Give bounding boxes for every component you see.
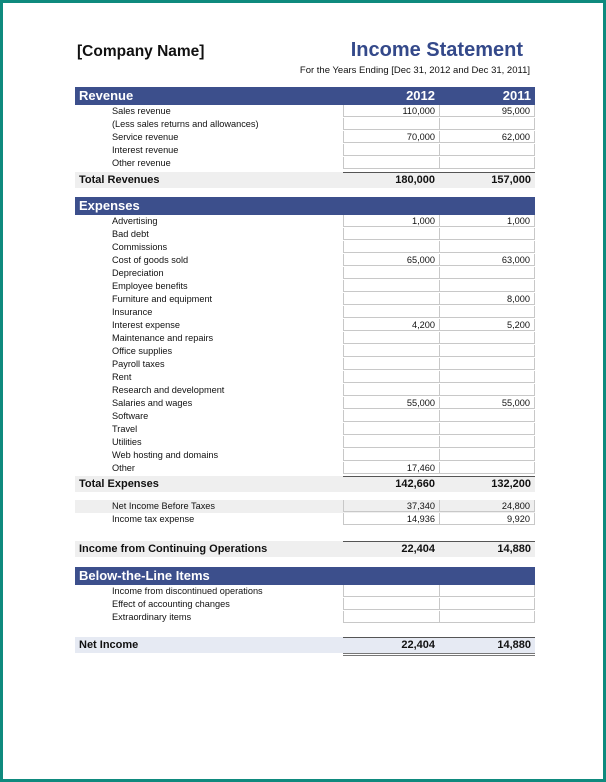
- line-item-row: [75, 513, 535, 526]
- line-item-row: [75, 215, 535, 228]
- value-2012-cell[interactable]: 65,000: [343, 254, 439, 266]
- line-item-label: Employee benefits: [112, 281, 188, 291]
- line-item-row: [75, 423, 535, 436]
- value-2011-cell[interactable]: 9,920: [439, 513, 535, 525]
- revenue-rows: [75, 105, 535, 170]
- value-2011-cell[interactable]: [439, 585, 535, 597]
- line-item-row: [75, 157, 535, 170]
- line-item-label: Net Income Before Taxes: [112, 501, 215, 511]
- continuing-ops-2011: 14,880: [497, 543, 531, 555]
- value-2011-cell[interactable]: 1,000: [439, 215, 535, 227]
- line-item-label: Maintenance and repairs: [112, 333, 214, 343]
- value-2012-cell[interactable]: [343, 423, 439, 435]
- tax-rows: [75, 500, 535, 526]
- line-item-row: [75, 319, 535, 332]
- line-item-row: [75, 105, 535, 118]
- line-item-label: Effect of accounting changes: [112, 599, 230, 609]
- statement-title: Income Statement: [350, 39, 523, 61]
- line-item-label: Web hosting and domains: [112, 450, 219, 460]
- total-revenues-2012: 180,000: [395, 174, 435, 186]
- value-2012-cell[interactable]: [343, 144, 439, 156]
- line-item-label: Travel: [112, 424, 138, 434]
- value-2012-cell[interactable]: [343, 345, 439, 357]
- section-title: Expenses: [79, 198, 140, 213]
- total-expenses-2012: 142,660: [395, 478, 435, 490]
- value-2012-cell[interactable]: [343, 280, 439, 292]
- line-item-label: Depreciation: [112, 268, 164, 278]
- value-2012-cell[interactable]: 17,460: [343, 462, 439, 474]
- line-item-label: Extraordinary items: [112, 612, 192, 622]
- line-item-row: [75, 462, 535, 475]
- value-2012-cell[interactable]: [343, 157, 439, 169]
- value-2011-cell[interactable]: [439, 157, 535, 169]
- net-income-section: [75, 637, 535, 653]
- line-item-row: [75, 332, 535, 345]
- value-2012-cell[interactable]: [343, 410, 439, 422]
- below-line-section: [75, 567, 535, 624]
- line-item-label: Other: [112, 463, 135, 473]
- expenses-section: [75, 197, 535, 492]
- value-2012-cell[interactable]: 1,000: [343, 215, 439, 227]
- line-item-row: [75, 345, 535, 358]
- line-item-label: Software: [112, 411, 149, 421]
- value-2011-cell[interactable]: [439, 611, 535, 623]
- line-item-row: [75, 384, 535, 397]
- value-2011-cell[interactable]: 63,000: [439, 254, 535, 266]
- line-item-label: Other revenue: [112, 158, 171, 168]
- value-2012-cell[interactable]: 70,000: [343, 131, 439, 143]
- value-2011-cell[interactable]: [439, 449, 535, 461]
- line-item-row: [75, 241, 535, 254]
- continuing-ops-label: Income from Continuing Operations: [79, 543, 268, 555]
- line-item-label: (Less sales returns and allowances): [112, 119, 259, 129]
- value-2011-cell[interactable]: [439, 436, 535, 448]
- line-item-label: Income from discontinued operations: [112, 586, 263, 596]
- value-2012-cell[interactable]: [343, 598, 439, 610]
- line-item-label: Advertising: [112, 216, 158, 226]
- line-item-row: [75, 371, 535, 384]
- line-item-row: [75, 585, 535, 598]
- line-item-label: Insurance: [112, 307, 153, 317]
- value-2012-cell[interactable]: [343, 241, 439, 253]
- below-line-rows: [75, 585, 535, 624]
- double-underline: [343, 653, 535, 656]
- line-item-label: Furniture and equipment: [112, 294, 213, 304]
- line-item-label: Interest expense: [112, 320, 180, 330]
- line-item-label: Bad debt: [112, 229, 149, 239]
- line-item-row: [75, 358, 535, 371]
- value-2011-cell[interactable]: [439, 410, 535, 422]
- line-item-row: [75, 306, 535, 319]
- revenue-header: [75, 87, 535, 105]
- value-2012-cell[interactable]: [343, 371, 439, 383]
- value-2012-cell[interactable]: [343, 384, 439, 396]
- value-2011-cell[interactable]: [439, 306, 535, 318]
- line-item-row: [75, 611, 535, 624]
- line-item-row: [75, 267, 535, 280]
- line-item-row: [75, 118, 535, 131]
- year-2012-header: 2012: [406, 88, 435, 103]
- value-2012-cell[interactable]: 110,000: [343, 105, 439, 117]
- total-revenues-label: Total Revenues: [79, 174, 160, 186]
- value-2011-cell[interactable]: [439, 280, 535, 292]
- value-2011-cell[interactable]: 55,000: [439, 397, 535, 409]
- value-2011-cell[interactable]: [439, 345, 535, 357]
- line-item-row: [75, 144, 535, 157]
- line-item-label: Cost of goods sold: [112, 255, 189, 265]
- value-2011-cell[interactable]: [439, 118, 535, 130]
- line-item-label: Rent: [112, 372, 132, 382]
- line-item-label: Service revenue: [112, 132, 179, 142]
- statement-subtitle: For the Years Ending [Dec 31, 2012 and Dec 31, 2011]: [299, 65, 530, 76]
- line-item-row: [75, 436, 535, 449]
- continuing-ops-2012: 22,404: [401, 543, 435, 555]
- value-2011-cell[interactable]: [439, 598, 535, 610]
- value-2012-cell[interactable]: 37,340: [343, 500, 439, 512]
- value-2012-cell[interactable]: [343, 358, 439, 370]
- value-2012-cell[interactable]: [343, 306, 439, 318]
- value-2011-cell[interactable]: [439, 358, 535, 370]
- expenses-header: [75, 197, 535, 215]
- value-2011-cell[interactable]: [439, 371, 535, 383]
- line-item-label: Utilities: [112, 437, 142, 447]
- line-item-label: Research and development: [112, 385, 225, 395]
- value-2011-cell[interactable]: [439, 267, 535, 279]
- value-2012-cell[interactable]: [343, 449, 439, 461]
- year-2011-header: 2011: [502, 88, 531, 103]
- value-2011-cell[interactable]: [439, 332, 535, 344]
- value-2012-cell[interactable]: [343, 267, 439, 279]
- continuing-ops-row: [75, 541, 535, 557]
- net-income-2012: 22,404: [401, 639, 435, 651]
- line-item-label: Interest revenue: [112, 145, 179, 155]
- value-2012-cell[interactable]: [343, 585, 439, 597]
- line-item-row: [75, 280, 535, 293]
- value-2011-cell[interactable]: 8,000: [439, 293, 535, 305]
- line-item-row: [75, 449, 535, 462]
- line-item-row: [75, 293, 535, 306]
- line-item-label: Commissions: [112, 242, 168, 252]
- line-item-row: [75, 598, 535, 611]
- line-item-label: Sales revenue: [112, 106, 171, 116]
- total-revenues-row: [75, 172, 535, 188]
- value-2012-cell[interactable]: [343, 228, 439, 240]
- net-income-label: Net Income: [79, 639, 139, 651]
- line-item-label: Income tax expense: [112, 514, 195, 524]
- value-2012-cell[interactable]: 14,936: [343, 513, 439, 525]
- line-item-row: [75, 254, 535, 267]
- line-item-label: Office supplies: [112, 346, 173, 356]
- line-item-label: Payroll taxes: [112, 359, 165, 369]
- section-title: Below-the-Line Items: [79, 568, 210, 583]
- line-item-row: [75, 397, 535, 410]
- line-item-label: Salaries and wages: [112, 398, 193, 408]
- line-item-row: [75, 131, 535, 144]
- value-2011-cell[interactable]: 24,800: [439, 500, 535, 512]
- section-title: Revenue: [79, 88, 134, 103]
- value-2012-cell[interactable]: [343, 611, 439, 623]
- revenue-section: [75, 87, 535, 188]
- total-expenses-label: Total Expenses: [79, 478, 159, 490]
- value-2011-cell[interactable]: [439, 462, 535, 474]
- total-revenues-2011: 157,000: [491, 174, 531, 186]
- value-2012-cell[interactable]: [343, 436, 439, 448]
- continuing-section: [75, 541, 535, 557]
- value-2011-cell[interactable]: 5,200: [439, 319, 535, 331]
- value-2012-cell[interactable]: [343, 293, 439, 305]
- line-item-row: [75, 500, 535, 513]
- value-2011-cell[interactable]: 62,000: [439, 131, 535, 143]
- value-2011-cell[interactable]: 95,000: [439, 105, 535, 117]
- value-2012-cell[interactable]: [343, 332, 439, 344]
- value-2011-cell[interactable]: [439, 423, 535, 435]
- line-item-row: [75, 410, 535, 423]
- value-2011-cell[interactable]: [439, 384, 535, 396]
- company-name: [Company Name]: [77, 43, 205, 60]
- line-item-row: [75, 228, 535, 241]
- value-2011-cell[interactable]: [439, 228, 535, 240]
- net-income-row: [75, 637, 535, 653]
- taxes-section: [75, 500, 535, 526]
- expense-rows: [75, 215, 535, 475]
- value-2012-cell[interactable]: [343, 118, 439, 130]
- net-income-2011: 14,880: [497, 639, 531, 651]
- below-line-header: [75, 567, 535, 585]
- total-expenses-row: [75, 476, 535, 492]
- value-2012-cell[interactable]: 4,200: [343, 319, 439, 331]
- value-2012-cell[interactable]: 55,000: [343, 397, 439, 409]
- value-2011-cell[interactable]: [439, 144, 535, 156]
- value-2011-cell[interactable]: [439, 241, 535, 253]
- total-expenses-2011: 132,200: [491, 478, 531, 490]
